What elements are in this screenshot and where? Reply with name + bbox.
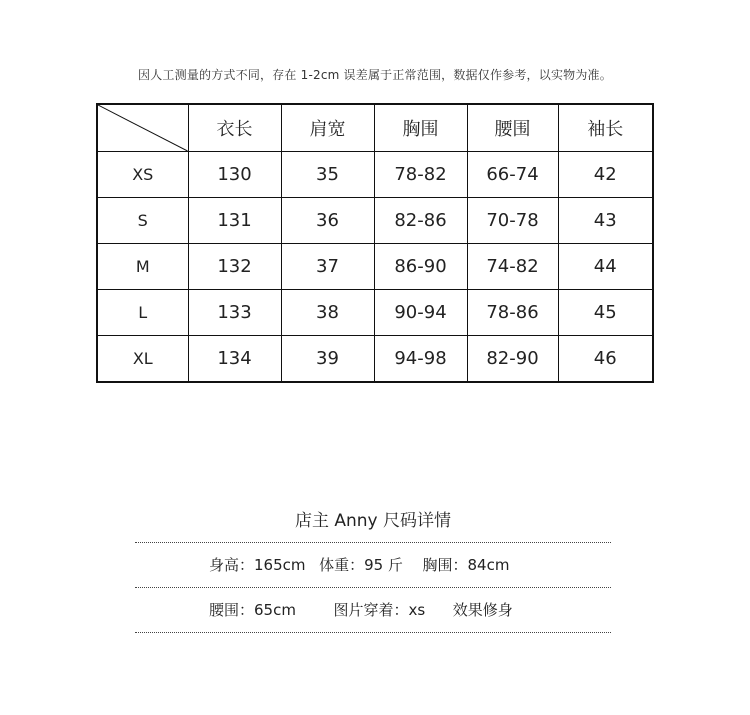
cell-sleeve: 42 (558, 152, 653, 198)
size-label: M (97, 244, 188, 290)
cell-waist: 82-90 (467, 336, 558, 383)
cell-shoulder: 38 (281, 290, 374, 336)
header-sleeve: 袖长 (558, 104, 653, 152)
cell-shoulder: 35 (281, 152, 374, 198)
header-waist: 腰围 (467, 104, 558, 152)
size-chart-table (96, 103, 654, 383)
cell-shoulder: 37 (281, 244, 374, 290)
cell-bust: 94-98 (374, 336, 467, 383)
table-row (97, 290, 653, 336)
model-fit: 效果修身 (452, 601, 513, 619)
cell-length: 134 (188, 336, 281, 383)
cell-bust: 82-86 (374, 198, 467, 244)
model-size-worn: 图片穿着：xs (333, 601, 426, 619)
cell-bust: 86-90 (374, 244, 467, 290)
size-label: XL (97, 336, 188, 383)
diagonal-line (98, 105, 188, 151)
cell-bust: 78-82 (374, 152, 467, 198)
cell-shoulder: 36 (281, 198, 374, 244)
corner-cell (97, 104, 188, 152)
cell-length: 130 (188, 152, 281, 198)
model-title: 店主 Anny 尺码详情 (294, 511, 452, 531)
table-row (97, 152, 653, 198)
cell-shoulder: 39 (281, 336, 374, 383)
size-label: L (97, 290, 188, 336)
table-row (97, 244, 653, 290)
size-label: XS (97, 152, 188, 198)
model-bust: 胸围：84cm (422, 556, 510, 574)
model-weight: 体重：95 斤 (319, 556, 403, 574)
cell-waist: 74-82 (467, 244, 558, 290)
cell-sleeve: 43 (558, 198, 653, 244)
model-line-2 (135, 587, 611, 633)
cell-bust: 90-94 (374, 290, 467, 336)
cell-sleeve: 44 (558, 244, 653, 290)
measurement-note: 因人工测量的方式不同，存在 1-2cm 误差属于正常范围，数据仅作参考，以实物为准。 (138, 68, 612, 82)
model-height: 身高：165cm (209, 556, 306, 574)
table-row (97, 198, 653, 244)
cell-waist: 70-78 (467, 198, 558, 244)
model-size-info (135, 500, 611, 633)
header-length: 衣长 (188, 104, 281, 152)
cell-length: 132 (188, 244, 281, 290)
cell-waist: 66-74 (467, 152, 558, 198)
model-waist: 腰围：65cm (209, 601, 296, 619)
header-row (97, 104, 653, 152)
header-bust: 胸围 (374, 104, 467, 152)
cell-sleeve: 46 (558, 336, 653, 383)
model-line-1 (135, 542, 611, 587)
cell-sleeve: 45 (558, 290, 653, 336)
header-shoulder: 肩宽 (281, 104, 374, 152)
size-label: S (97, 198, 188, 244)
table-row (97, 336, 653, 383)
cell-length: 131 (188, 198, 281, 244)
cell-waist: 78-86 (467, 290, 558, 336)
cell-length: 133 (188, 290, 281, 336)
